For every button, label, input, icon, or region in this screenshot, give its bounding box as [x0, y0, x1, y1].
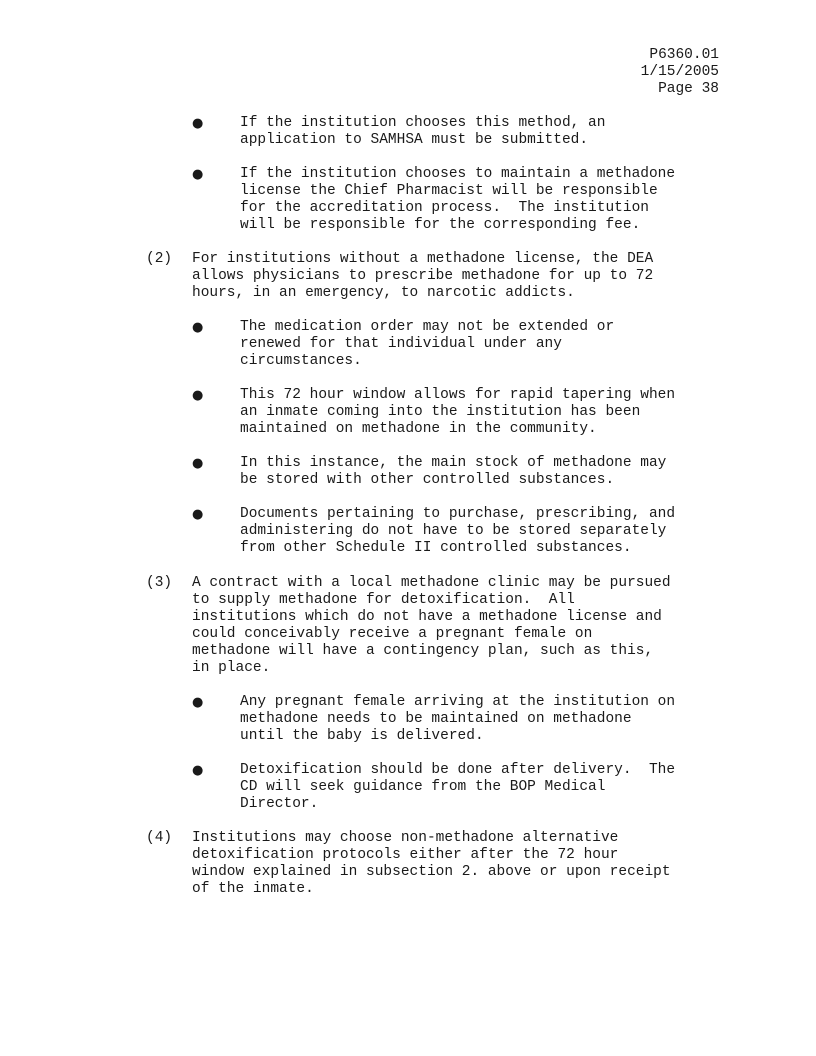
- bullet-text: [240, 762, 675, 813]
- paragraph-number: (3): [146, 575, 173, 591]
- text-line: methadone will have a contingency plan, such as this,: [192, 643, 654, 659]
- text-line: allows physicians to prescribe methadone for up to 72: [192, 268, 654, 284]
- text-line: Documents pertaining to purchase, prescribing, and: [240, 506, 676, 522]
- text-line: Director.: [240, 796, 319, 812]
- bullet-icon: ●: [192, 320, 204, 335]
- text-line: of the inmate.: [192, 881, 314, 897]
- text-line: from other Schedule II controlled substances.: [240, 540, 632, 556]
- bullet-icon: ●: [192, 763, 204, 778]
- text-line: A contract with a local methadone clinic may be pursued: [192, 575, 671, 591]
- bullet-text: [240, 694, 675, 745]
- text-line: The medication order may not be extended or: [240, 319, 615, 335]
- text-line: methadone needs to be maintained on methadone: [240, 711, 632, 727]
- text-line: hours, in an emergency, to narcotic addicts.: [192, 285, 575, 301]
- text-line: license the Chief Pharmacist will be responsible: [240, 183, 658, 199]
- text-line: application to SAMHSA must be submitted.: [240, 132, 589, 148]
- bullet-text: [240, 455, 666, 489]
- page-number: Page 38: [658, 81, 719, 97]
- bullet-icon: ●: [192, 388, 204, 403]
- paragraph-text: [192, 251, 653, 302]
- text-line: maintained on methadone in the community.: [240, 421, 597, 437]
- page-header: [641, 47, 719, 98]
- paragraph-number: (4): [146, 830, 173, 846]
- text-line: will be responsible for the corresponding fee.: [240, 217, 641, 233]
- paragraph-number: (2): [146, 251, 173, 267]
- text-line: Institutions may choose non-methadone alternative: [192, 830, 619, 846]
- text-line: in place.: [192, 660, 271, 676]
- text-line: For institutions without a methadone license, the DEA: [192, 251, 654, 267]
- text-line: detoxification protocols either after the 72 hour: [192, 847, 619, 863]
- text-line: window explained in subsection 2. above or upon receipt: [192, 864, 671, 880]
- text-line: If the institution chooses this method, an: [240, 115, 606, 131]
- paragraph-text: [192, 575, 671, 677]
- bullet-icon: ●: [192, 167, 204, 182]
- bullet-text: [240, 115, 605, 149]
- text-line: institutions which do not have a methadone license and: [192, 609, 662, 625]
- text-line: In this instance, the main stock of methadone may: [240, 455, 667, 471]
- bullet-text: [240, 166, 675, 234]
- text-line: This 72 hour window allows for rapid tapering when: [240, 387, 676, 403]
- bullet-text: [240, 387, 675, 438]
- bullet-text: [240, 319, 614, 370]
- paragraph-text: [192, 830, 671, 898]
- bullet-text: [240, 506, 675, 557]
- text-line: be stored with other controlled substances.: [240, 472, 615, 488]
- text-line: If the institution chooses to maintain a methadone: [240, 166, 676, 182]
- text-line: an inmate coming into the institution has been: [240, 404, 641, 420]
- bullet-icon: ●: [192, 695, 204, 710]
- text-line: administering do not have to be stored separately: [240, 523, 667, 539]
- text-line: until the baby is delivered.: [240, 728, 484, 744]
- text-line: for the accreditation process. The institution: [240, 200, 649, 216]
- doc-number: P6360.01: [649, 47, 719, 63]
- doc-date: 1/15/2005: [640, 64, 719, 80]
- bullet-icon: ●: [192, 507, 204, 522]
- text-line: CD will seek guidance from the BOP Medical: [240, 779, 606, 795]
- text-line: circumstances.: [240, 353, 362, 369]
- text-line: could conceivably receive a pregnant female on: [192, 626, 593, 642]
- text-line: Any pregnant female arriving at the institution on: [240, 694, 676, 710]
- bullet-icon: ●: [192, 116, 204, 131]
- text-line: to supply methadone for detoxification. All: [192, 592, 575, 608]
- text-line: Detoxification should be done after delivery. The: [240, 762, 676, 778]
- bullet-icon: ●: [192, 456, 204, 471]
- text-line: renewed for that individual under any: [240, 336, 562, 352]
